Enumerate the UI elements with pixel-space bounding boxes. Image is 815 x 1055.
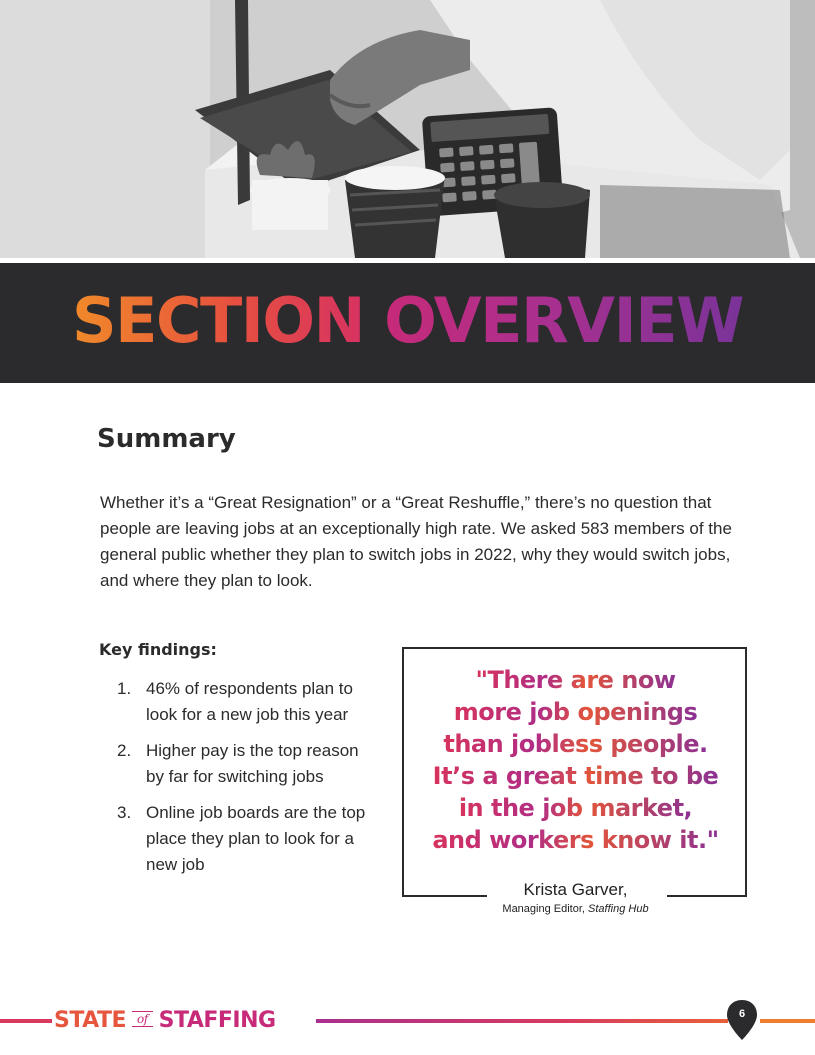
author-title: Managing Editor, [502,903,585,915]
list-item-number: 2. [117,741,132,760]
key-findings-heading: Key findings: [99,640,217,659]
list-item-text: Higher pay is the top reason by far for switching jobs [146,741,359,786]
list-item-number: 1. [117,679,132,698]
quote-line: than jobless people. [443,730,708,758]
publication-name: Staffing Hub [588,903,649,915]
key-findings-list [117,676,377,888]
section-headline [0,281,815,361]
list-item-text: 46% of respondents plan to look for a new job this year [146,679,353,724]
list-item [117,676,377,728]
summary-paragraph: Whether it’s a “Great Resignation” or a “Great Reshuffle,” there’s no question that people are leaving jobs at an exceptionally high rate. We asked 583 members of the general public whether they plan to switch jobs in 2022, why they would switch jobs, and where they plan to look. [100,493,732,590]
list-item-text: Online job boards are the top place they plan to look for a new job [146,803,366,874]
list-item [117,800,377,878]
quote-line: It’s a great time to be [432,762,719,790]
list-item [117,738,377,790]
headline-section-word: SECTION [72,284,364,357]
page-marker-icon [725,998,759,1042]
footer-rule-right [760,1019,815,1023]
footer-rule-left [0,1019,52,1023]
summary-heading: Summary [97,424,236,454]
footer-brand-logo [54,1006,276,1036]
pull-quote [404,664,747,856]
brand-staffing: STAFFING [158,1008,276,1033]
quote-author: Krista Garver, [523,880,628,899]
quote-line: and workers know it." [432,826,719,854]
quote-line: in the job market, [458,794,693,822]
hero-photo [0,0,815,258]
brand-of: of [132,1011,153,1027]
page-number: 6 [738,1008,746,1020]
office-box-illustration [0,0,815,258]
quote-author-role [404,903,747,915]
list-item-number: 3. [117,803,132,822]
footer-rule-middle [316,1019,728,1023]
quote-line: "There are now [475,666,676,694]
headline-overview-word: OVERVIEW [384,284,743,357]
brand-state: STATE [54,1008,126,1033]
quote-line: more job openings [453,698,698,726]
